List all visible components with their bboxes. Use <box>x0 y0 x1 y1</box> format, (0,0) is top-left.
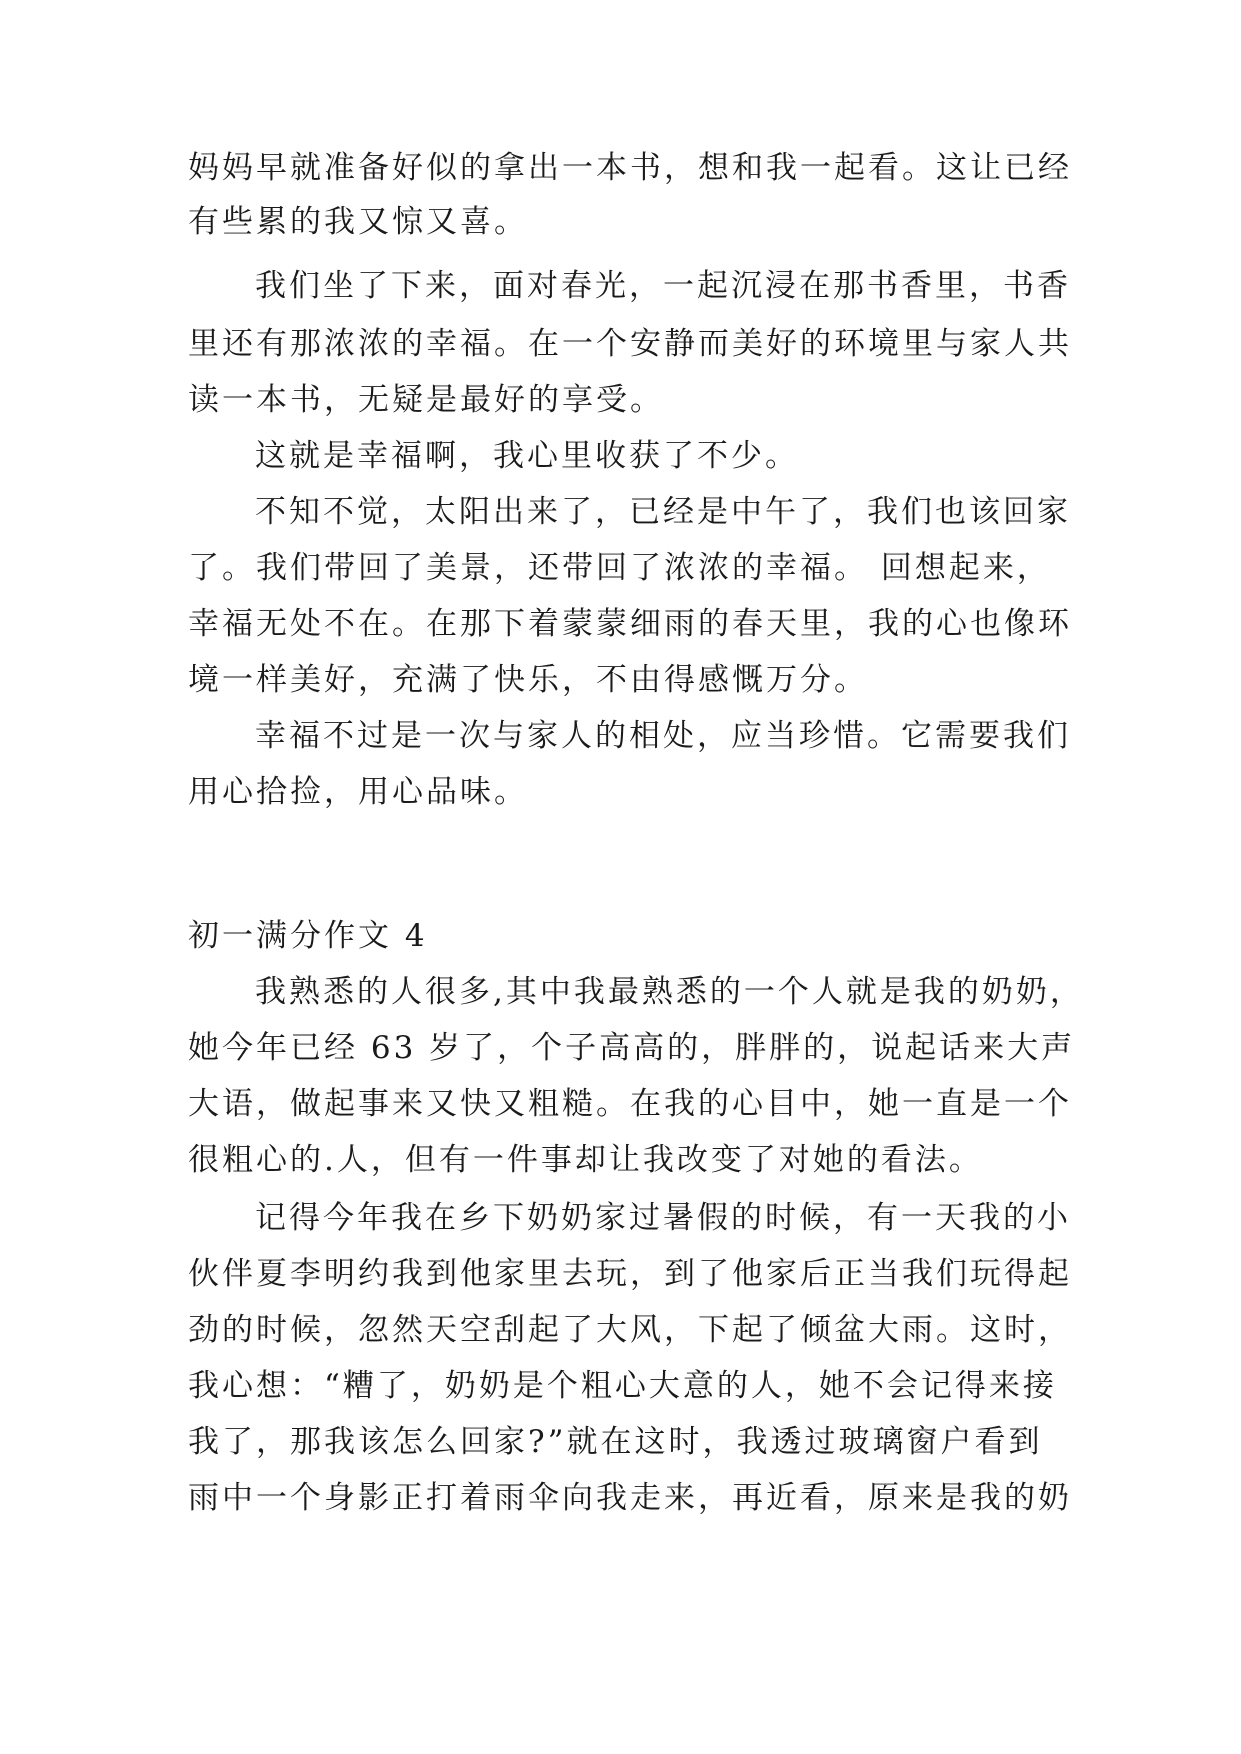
text-line: 境一样美好，充满了快乐，不由得感慨万分。 <box>188 662 868 698</box>
paragraph-start-line: 记得今年我在乡下奶奶家过暑假的时候，有一天我的小 <box>255 1200 1071 1236</box>
text-line: 雨中一个身影正打着雨伞向我走来，再近看，原来是我的奶 <box>188 1480 1072 1516</box>
text-line: 我心想：“糟了，奶奶是个粗心大意的人，她不会记得来接 <box>188 1368 1057 1404</box>
text-line: 幸福无处不在。在那下着蒙蒙细雨的春天里，我的心也像环 <box>188 606 1072 642</box>
paragraph-start-line: 这就是幸福啊，我心里收获了不少。 <box>255 438 799 474</box>
text-line: 用心拾捡，用心品味。 <box>188 774 528 810</box>
text-line: 劲的时候，忽然天空刮起了大风，下起了倾盆大雨。这时， <box>188 1312 1072 1348</box>
paragraph-start-line: 我熟悉的人很多,其中我最熟悉的一个人就是我的奶奶， <box>255 974 1084 1010</box>
text-line: 大语，做起事来又快又粗糙。在我的心目中，她一直是一个 <box>188 1086 1072 1122</box>
text-line: 她今年已经 63 岁了，个子高高的，胖胖的，说起话来大声 <box>188 1030 1076 1066</box>
paragraph-start-line: 幸福不过是一次与家人的相处，应当珍惜。它需要我们 <box>255 718 1071 754</box>
section-heading: 初一满分作文 4 <box>188 918 428 954</box>
text-line: 妈妈早就准备好似的拿出一本书，想和我一起看。这让已经 <box>188 150 1072 186</box>
text-line: 了。我们带回了美景，还带回了浓浓的幸福。 回想起来， <box>188 550 1051 586</box>
text-line: 读一本书，无疑是最好的享受。 <box>188 382 664 418</box>
text-line: 我了，那我该怎么回家?”就在这时，我透过玻璃窗户看到 <box>188 1424 1043 1460</box>
text-line: 很粗心的.人，但有一件事却让我改变了对她的看法。 <box>188 1142 983 1178</box>
text-line: 伙伴夏李明约我到他家里去玩，到了他家后正当我们玩得起 <box>188 1256 1072 1292</box>
text-line: 里还有那浓浓的幸福。在一个安静而美好的环境里与家人共 <box>188 326 1072 362</box>
paragraph-start-line: 不知不觉，太阳出来了，已经是中午了，我们也该回家 <box>255 494 1071 530</box>
paragraph-start-line: 我们坐了下来，面对春光，一起沉浸在那书香里，书香 <box>255 268 1071 304</box>
text-line: 有些累的我又惊又喜。 <box>188 204 528 240</box>
